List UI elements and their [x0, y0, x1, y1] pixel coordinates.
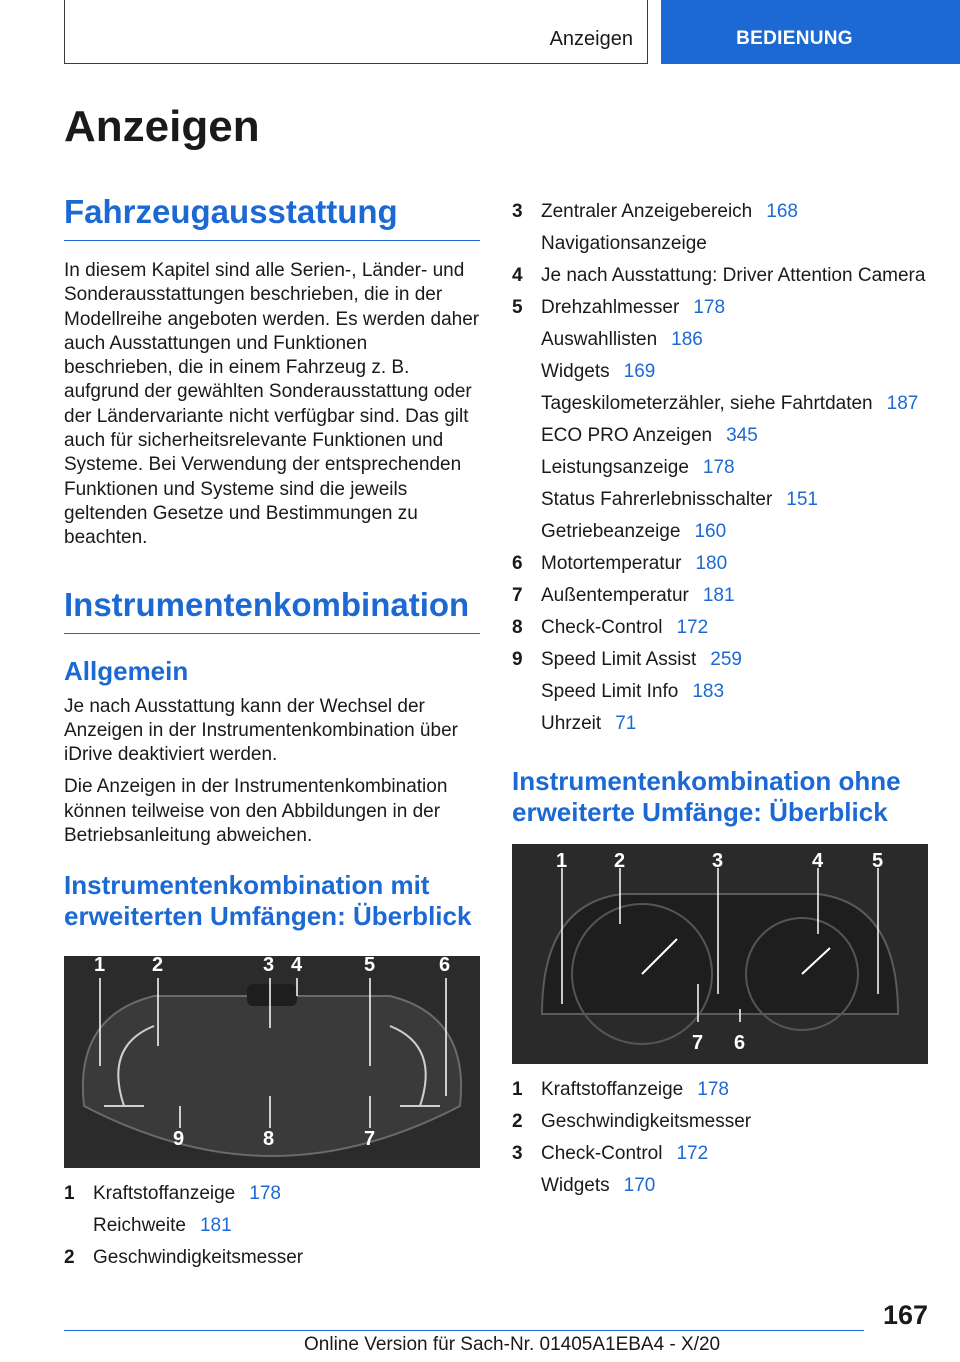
legend-sub-label: Uhrzeit [541, 713, 602, 734]
legend-sub-label: Auswahllisten [541, 329, 658, 350]
cluster-extended-figure [64, 956, 480, 1168]
legend-sub-label: Status Fahrerlebnisschalter [541, 489, 773, 510]
legend-label: Kraftstoffanzeige [93, 1183, 236, 1205]
legend-item [512, 200, 928, 256]
legend-item [512, 1078, 928, 1102]
header-section-box [64, 0, 648, 64]
legend-number: 2 [64, 1247, 75, 1269]
legend-subitem [541, 360, 928, 384]
legend-number: 3 [512, 1143, 523, 1164]
legend-list-extended-continued [512, 200, 928, 736]
legend-subitem [541, 488, 928, 512]
figure-label-9: 9 [173, 1128, 185, 1151]
legend-label: Je nach Ausstattung: Driver Attention Camera [541, 265, 926, 286]
footer-text: Online Version für Sach-Nr. 01405A1EBA4 - X/20 [304, 1334, 721, 1355]
legend-label: Motortemperatur [541, 553, 682, 574]
legend-sub-label: Widgets [541, 1175, 610, 1196]
figure-label-5: 5 [364, 956, 376, 977]
figure-label-1: 1 [556, 850, 568, 872]
page-ref-link[interactable]: 169 [623, 361, 656, 382]
legend-label: Drehzahlmesser [541, 297, 680, 318]
legend-number: 4 [512, 265, 523, 286]
page-ref-link[interactable]: 345 [726, 425, 758, 446]
legend-subitem [93, 1214, 480, 1238]
page-ref-link[interactable]: 71 [615, 713, 637, 734]
page-title: Anzeigen [64, 102, 260, 151]
left-column [64, 192, 480, 1278]
page-ref-link[interactable]: 172 [676, 1143, 709, 1164]
legend-item [512, 584, 928, 608]
legend-subitem [541, 232, 928, 256]
legend-number: 6 [512, 553, 523, 574]
page-ref-link[interactable]: 187 [886, 393, 919, 414]
legend-subitem [541, 392, 928, 416]
page-ref-link[interactable]: 170 [623, 1175, 656, 1196]
legend-item [512, 296, 928, 544]
legend-number: 3 [512, 201, 523, 222]
figure-label-7: 7 [364, 1128, 376, 1151]
footer-divider [64, 1330, 864, 1331]
heading-extended-overview: Instrumentenkombination mit erweiterten Umfängen: Überblick [64, 870, 472, 932]
header-chapter-tab[interactable] [661, 0, 960, 64]
figure-label-1: 1 [94, 956, 106, 977]
legend-sub-label: Tageskilometerzähler, siehe Fahrtdaten [541, 393, 873, 414]
legend-sub-label: Reichweite [93, 1215, 186, 1237]
legend-sub-label: Widgets [541, 361, 610, 382]
legend-number: 7 [512, 585, 523, 606]
legend-subitem [541, 456, 928, 480]
legend-item [512, 1142, 928, 1198]
legend-item [512, 1110, 928, 1134]
legend-label: Kraftstoffanzeige [541, 1079, 684, 1100]
legend-list-basic [512, 1078, 928, 1198]
figure-label-3: 3 [712, 850, 724, 872]
legend-item [512, 616, 928, 640]
legend-list-extended [64, 1182, 480, 1270]
legend-label: Check-Control [541, 617, 663, 638]
legend-number: 9 [512, 649, 523, 670]
legend-subitem [541, 424, 928, 448]
legend-item [512, 264, 928, 288]
figure-label-2: 2 [152, 956, 164, 977]
figure-label-5: 5 [872, 850, 884, 872]
figure-label-4: 4 [812, 850, 824, 872]
page-ref-link[interactable]: 259 [710, 649, 742, 670]
heading-cluster: Instrumentenkombination [64, 585, 480, 634]
page-ref-link[interactable]: 178 [693, 297, 726, 318]
page-ref-link[interactable]: 186 [671, 329, 703, 350]
figure-label-6: 6 [734, 1032, 746, 1054]
legend-number: 8 [512, 617, 523, 638]
page-ref-link[interactable]: 178 [249, 1183, 281, 1205]
legend-label: Außentemperatur [541, 585, 689, 606]
page-ref-link[interactable]: 181 [702, 585, 735, 606]
figure-label-7: 7 [692, 1032, 704, 1054]
cluster-basic-illustration [512, 844, 928, 1064]
legend-label: Geschwindigkeitsmesser [93, 1247, 304, 1269]
page-ref-link[interactable]: 183 [692, 681, 725, 702]
legend-label: Speed Limit Assist [541, 649, 697, 670]
figure-label-4: 4 [291, 956, 303, 977]
legend-sub-label: Speed Limit Info [541, 681, 679, 702]
general-text-1: Je nach Ausstattung kann der Wechsel der Anzeigen in der Instrumentenkombination über iDrive deaktiviert werden. [64, 695, 458, 766]
legend-sub-label: Getriebeanzeige [541, 521, 681, 542]
legend-label: Geschwindigkeitsmesser [541, 1111, 752, 1132]
general-text-2: Die Anzeigen in der Instrumentenkombination können teilweise von den Abbildungen in der Betriebsanleitung abweichen. [64, 776, 448, 847]
legend-number: 1 [512, 1079, 523, 1100]
legend-number: 5 [512, 297, 523, 318]
figure-label-8: 8 [263, 1128, 275, 1151]
legend-item [512, 552, 928, 576]
page-ref-link[interactable]: 160 [694, 521, 727, 542]
heading-equipment: Fahrzeugausstattung [64, 192, 480, 241]
page-ref-link[interactable]: 178 [702, 457, 735, 478]
legend-item [64, 1182, 480, 1238]
heading-general: Allgemein [64, 655, 189, 686]
heading-basic-overview: Instrumentenkombination ohne erweiterte Umfänge: Überblick [512, 766, 901, 827]
right-column [512, 200, 928, 1206]
legend-subitem [541, 712, 928, 736]
figure-label-6: 6 [439, 956, 451, 977]
page-ref-link[interactable]: 181 [199, 1215, 232, 1237]
legend-sub-label: Navigationsanzeige [541, 233, 707, 254]
legend-subitem [541, 1174, 928, 1198]
figure-label-3: 3 [263, 956, 275, 977]
legend-subitem [541, 520, 928, 544]
header-section-label: Anzeigen [549, 28, 633, 50]
legend-number: 1 [64, 1183, 75, 1205]
page-ref-link[interactable]: 172 [676, 617, 709, 638]
legend-subitem [541, 328, 928, 352]
page-ref-link[interactable]: 178 [697, 1079, 729, 1100]
figure-label-2: 2 [614, 850, 626, 872]
header-chapter-label: BEDIENUNG [736, 28, 853, 49]
page-ref-link[interactable]: 151 [786, 489, 818, 510]
legend-item [64, 1246, 480, 1270]
legend-subitem [541, 680, 928, 704]
legend-sub-label: ECO PRO Anzeigen [541, 425, 713, 446]
legend-sub-label: Leistungsanzeige [541, 457, 689, 478]
cluster-basic-figure [512, 844, 928, 1064]
equipment-text: In diesem Kapitel sind alle Serien-, Länder- und Sonderausstattungen beschrieben, die in der Modellreihe angeboten werden. Es werden daher auch Ausstattungen und Funktionen beschrieben, die in einem Fahrzeug z. B. aufgrund der gewählten Sonderausstattung oder der Ländervariante nicht verfügbar sind. Das gilt auch für sicherheitsrelevante Funktionen und Systeme. Bei Verwendung der entsprechenden Funktionen und Systeme sind die jeweils geltenden Gesetze und Bestimmungen zu beachten. [64, 260, 480, 549]
legend-item [512, 648, 928, 736]
page-ref-link[interactable]: 168 [766, 201, 798, 222]
legend-label: Check-Control [541, 1143, 663, 1164]
legend-label: Zentraler Anzeigebereich [541, 201, 753, 222]
page-ref-link[interactable]: 180 [695, 553, 728, 574]
legend-number: 2 [512, 1111, 523, 1132]
page-number: 167 [882, 1300, 928, 1330]
